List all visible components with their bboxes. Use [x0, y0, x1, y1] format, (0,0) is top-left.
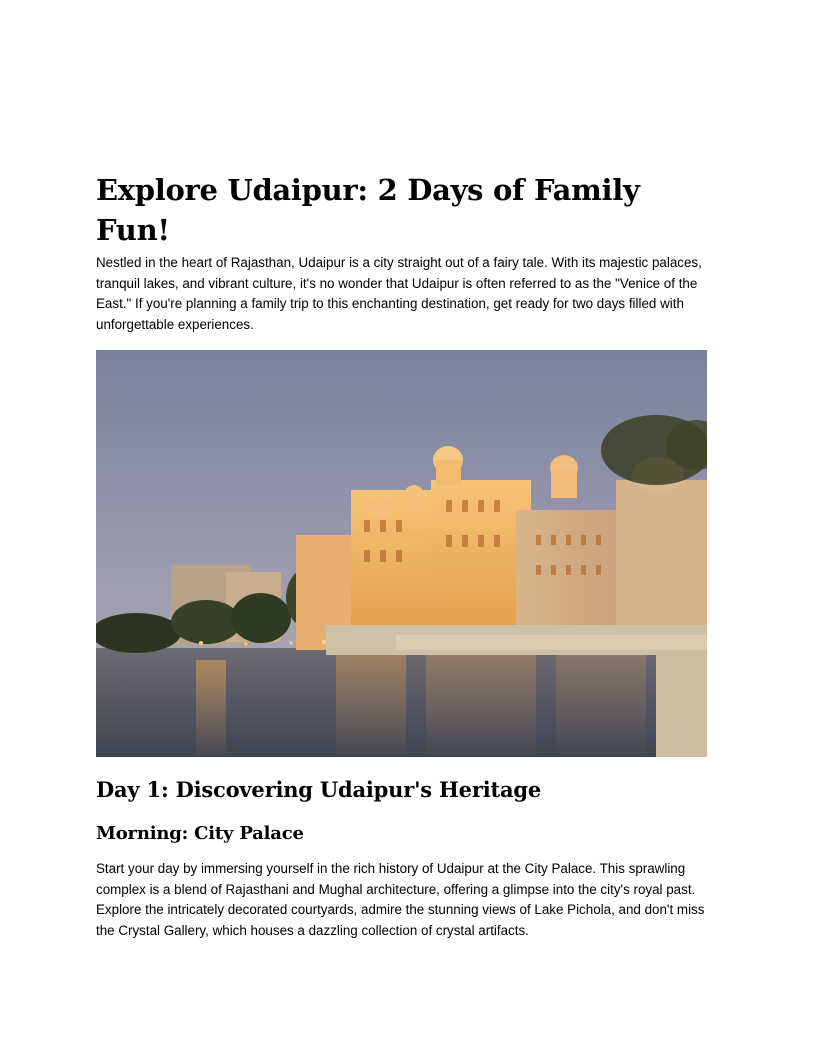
page-title: Explore Udaipur: 2 Days of Family Fun!: [96, 173, 640, 247]
document-page: [96, 170, 720, 941]
day1-heading: Day 1: Discovering Udaipur's Heritage: [96, 777, 542, 802]
morning-paragraph: Start your day by immersing yourself in the rich history of Udaipur at the City Palace. This sprawling complex is a blend of Rajasthani and Mughal architecture, offering a glimpse into the city's royal past. Explore the intricately decorated courtyards, admire the stunning views of Lake Pichola, and don't miss the Crystal Gallery, which houses a dazzling collection of crystal artifacts.: [96, 861, 705, 938]
intro-paragraph: Nestled in the heart of Rajasthan, Udaipur is a city straight out of a fairy tale. With its majestic palaces, tranquil lakes, and vibrant culture, it's no wonder that Udaipur is often referred to as the "Venice of the East." If you're planning a family trip to this enchanting destination, get ready for two days filled with unforgettable experiences.: [96, 255, 702, 332]
city-palace-photo: [96, 350, 707, 757]
morning-heading: Morning: City Palace: [96, 823, 304, 844]
